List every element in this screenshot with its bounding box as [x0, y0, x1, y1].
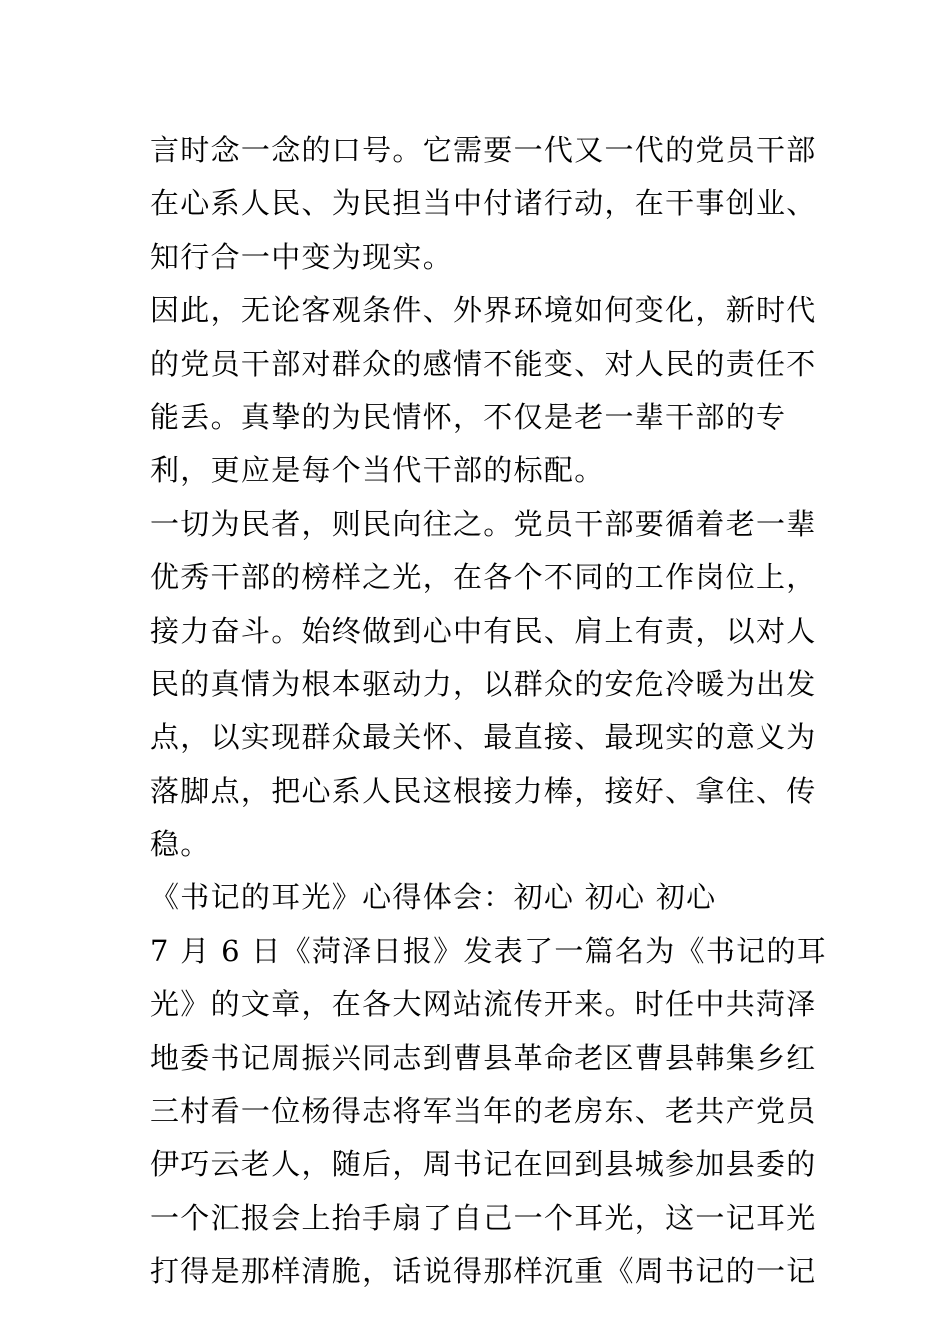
- text-line: 的党员干部对群众的感情不能变、对人民的责任不: [150, 346, 817, 381]
- text-line: 民的真情为根本驱动力，以群众的安危冷暖为出发: [150, 666, 817, 701]
- text-line: 优秀干部的榜样之光，在各个不同的工作岗位上，: [150, 560, 817, 595]
- text-line: 三村看一位杨得志将军当年的老房东、老共产党员: [150, 1094, 817, 1129]
- text-line: 利，更应是每个当代干部的标配。: [150, 453, 605, 488]
- text-line: 能丢。真挚的为民情怀，不仅是老一辈干部的专: [150, 399, 787, 434]
- text-line: 稳。: [150, 827, 211, 862]
- text-line: 点，以实现群众最关怀、最直接、最现实的意义为: [150, 720, 817, 755]
- text-line: 地委书记周振兴同志到曹县革命老区曹县韩集乡红: [150, 1040, 817, 1075]
- text-line: 光》的文章，在各大网站流传开来。时任中共菏泽: [150, 987, 817, 1022]
- text-line: 言时念一念的口号。它需要一代又一代的党员干部: [150, 133, 817, 167]
- section-heading: 《书记的耳光》心得体会：初心 初心 初心: [150, 880, 717, 915]
- document-body: [150, 124, 828, 1299]
- text-line: 在心系人民、为民担当中付诸行动，在干事创业、: [150, 186, 817, 221]
- text-line: 伊巧云老人，随后，周书记在回到县城参加县委的: [150, 1147, 817, 1182]
- text-line: 打得是那样清脆，话说得那样沉重《周书记的一记: [150, 1254, 817, 1289]
- text-line: 因此，无论客观条件、外界环境如何变化，新时代: [150, 293, 817, 328]
- text-line: 知行合一中变为现实。: [150, 239, 454, 274]
- text-line: 一个汇报会上抬手扇了自己一个耳光，这一记耳光: [150, 1200, 817, 1235]
- text-line: 落脚点，把心系人民这根接力棒，接好、拿住、传: [150, 773, 817, 808]
- text-line: 一切为民者，则民向往之。党员干部要循着老一辈: [150, 506, 817, 541]
- text-line: 7 月 6 日《菏泽日报》发表了一篇名为《书记的耳: [150, 933, 828, 968]
- text-line: 接力奋斗。始终做到心中有民、肩上有责，以对人: [150, 613, 817, 648]
